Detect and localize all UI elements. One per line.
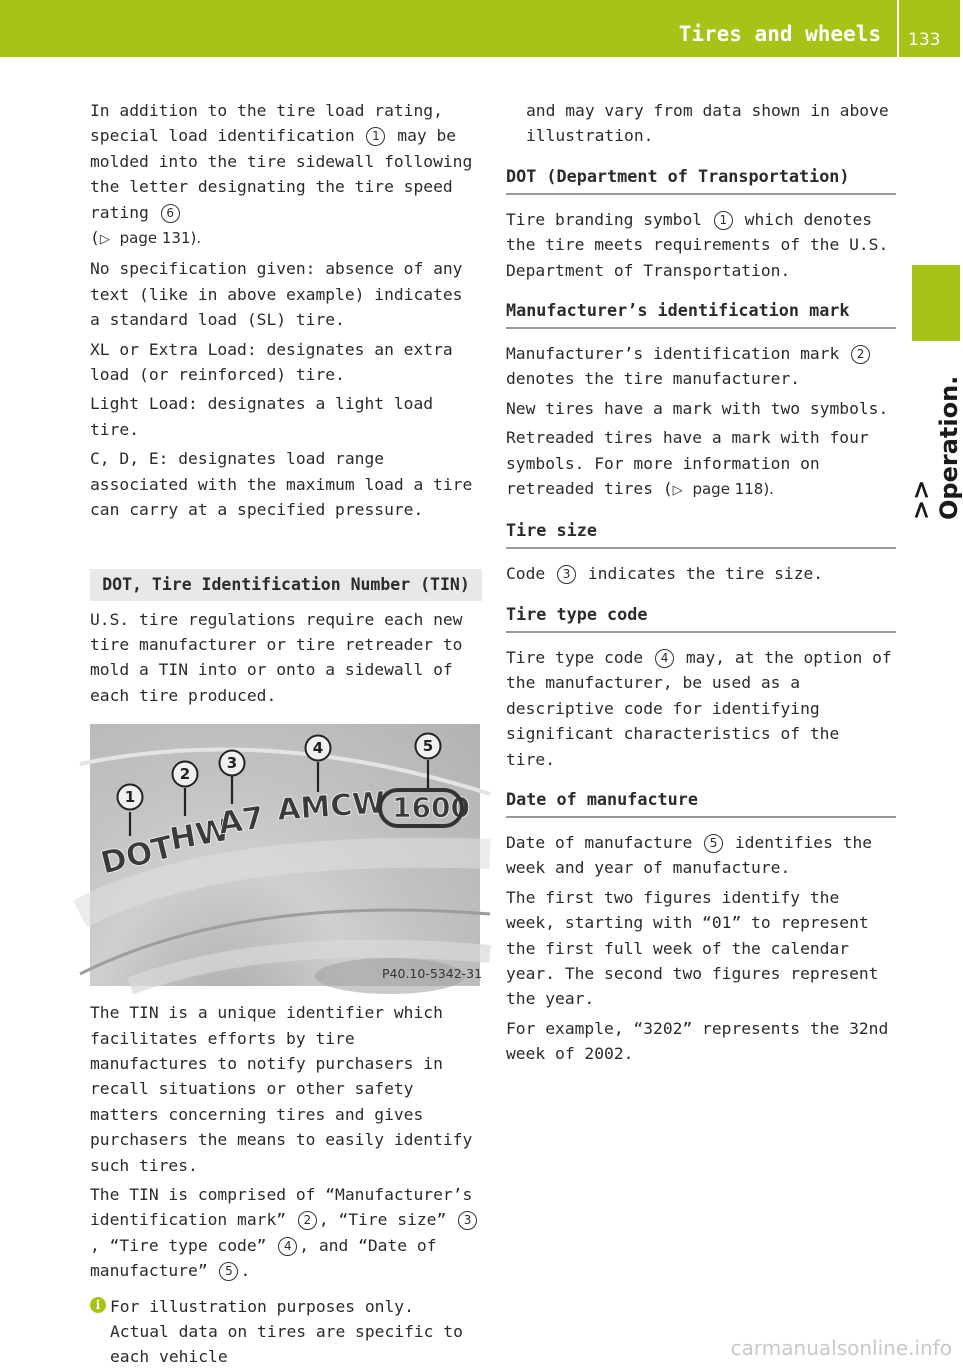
right-column <box>506 98 896 1071</box>
sidewall-dot: DOT <box>97 829 177 882</box>
paragraph-load-range: C, D, E: designates load range associated with the maximum load a tire can carry at a specified pressure. <box>90 449 473 520</box>
heading-tire-type-code: Tire type code <box>506 603 896 633</box>
callout-1: 1 <box>714 211 733 230</box>
heading-date-of-manufacture: Date of manufacture <box>506 788 896 818</box>
paragraph-dot: Tire branding symbol 1 which denotes the tire meets requirements of the U.S. Department of Transportation. <box>506 209 889 280</box>
header-divider <box>897 0 899 57</box>
paragraph-tire-size: Code 3 indicates the tire size. <box>506 564 824 584</box>
figure-marker-4: 4 <box>312 739 324 758</box>
callout-3: 3 <box>458 1211 477 1230</box>
paragraph-week-figures: The first two figures identify the week, starting with “01” to represent the first full week of the calendar year. The second two figures represent the year. <box>506 887 879 1009</box>
page-ref-arrow-icon: ▷ <box>99 232 110 248</box>
callout-4: 4 <box>655 649 674 668</box>
sidewall-a7: A7 <box>216 800 267 843</box>
figure-marker-5: 5 <box>422 737 434 756</box>
callout-6: 6 <box>161 204 180 223</box>
heading-dot: DOT (Department of Transportation) <box>506 165 896 195</box>
page-ref-arrow-icon: ▷ <box>672 483 683 499</box>
tire-sidewall-illustration <box>90 724 483 986</box>
callout-5: 5 <box>704 834 723 853</box>
paragraph-example: For example, “3202” represents the 32nd week of 2002. <box>506 1018 889 1064</box>
tire-sidewall-figure <box>90 724 483 986</box>
sidewall-1600: 1600 <box>392 791 470 825</box>
callout-2: 2 <box>851 345 870 364</box>
figure-marker-2: 2 <box>179 765 191 784</box>
figure-code: P40.10-5342-31 <box>382 966 483 982</box>
figure-marker-1: 1 <box>124 788 136 807</box>
page-ref-131[interactable]: page 131). <box>119 229 202 248</box>
callout-4: 4 <box>278 1237 297 1256</box>
page-number: 133 <box>908 30 941 50</box>
paragraph-tin-identifier: The TIN is a unique identifier which facilitates efforts by tire manufactures to notify purchasers in recall situations or other safety matters concerning tires and gives purchasers the means to easily identify such tires. <box>90 1003 473 1175</box>
paragraph-date-of-manufacture: Date of manufacture 5 identifies the week and year of manufacture. <box>506 832 873 878</box>
callout-3: 3 <box>557 565 576 584</box>
sidewall-amcw: AMCW <box>276 785 387 829</box>
chapter-label: >> Operation. <box>907 375 963 520</box>
paragraph-tire-type-code: Tire type code 4 may, at the option of the manufacturer, be used as a descriptive code for identifying significant characteristics of the tire. <box>506 647 892 769</box>
callout-2: 2 <box>298 1211 317 1230</box>
paragraph-xl: XL or Extra Load: designates an extra load (or reinforced) tire. <box>90 339 453 385</box>
page-ref-118[interactable]: page 118). <box>692 480 774 499</box>
info-note <box>90 1294 482 1370</box>
heading-manufacturer-mark: Manufacturer’s identification mark <box>506 299 896 329</box>
heading-tire-size: Tire size <box>506 519 896 549</box>
chapter-tab <box>912 265 960 341</box>
paragraph-load-identification: In addition to the tire load rating, special load identification 1 may be molded into the tire sidewall following the letter designating the tire speed rating 6 (▷ page 131). <box>90 101 473 248</box>
info-note-continued: and may vary from data shown in above illustration. <box>526 101 889 146</box>
header-title: Tires and wheels <box>678 22 881 46</box>
paragraph-retreaded-tires: Retreaded tires have a mark with four symbols. For more information on retreaded tires (▷ page 118). <box>506 428 869 499</box>
section-heading-tin: DOT, Tire Identification Number (TIN) <box>90 569 482 601</box>
sidewall-hw: HW <box>167 812 233 859</box>
info-note-text: For illustration purposes only. Actual data on tires are specific to each vehicle <box>110 1296 463 1367</box>
watermark: carmanualsonline.info <box>730 1336 952 1360</box>
callout-1: 1 <box>366 127 385 146</box>
info-icon: i <box>90 1297 106 1313</box>
paragraph-new-tires: New tires have a mark with two symbols. <box>506 398 889 418</box>
paragraph-light-load: Light Load: designates a light load tire. <box>90 394 434 439</box>
paragraph-manufacturer-mark: Manufacturer’s identification mark 2 denotes the tire manufacturer. <box>506 341 896 392</box>
callout-5: 5 <box>219 1262 238 1281</box>
paragraph-tin-components: The TIN is comprised of “Manufacturer’s identification mark” 2 , “Tire size” 3, “Tire type code” 4 , and “Date of manufacture” 5 . <box>90 1182 482 1284</box>
figure-marker-3: 3 <box>226 754 238 773</box>
paragraph-no-specification: No specification given: absence of any text (like in above example) indicates a standard load (SL) tire. <box>90 259 463 330</box>
left-column <box>90 98 482 1370</box>
paragraph-tin-regulations: U.S. tire regulations require each new tire manufacturer or tire retreader to mold a TIN into or onto a sidewall of each tire produced. <box>90 609 463 705</box>
